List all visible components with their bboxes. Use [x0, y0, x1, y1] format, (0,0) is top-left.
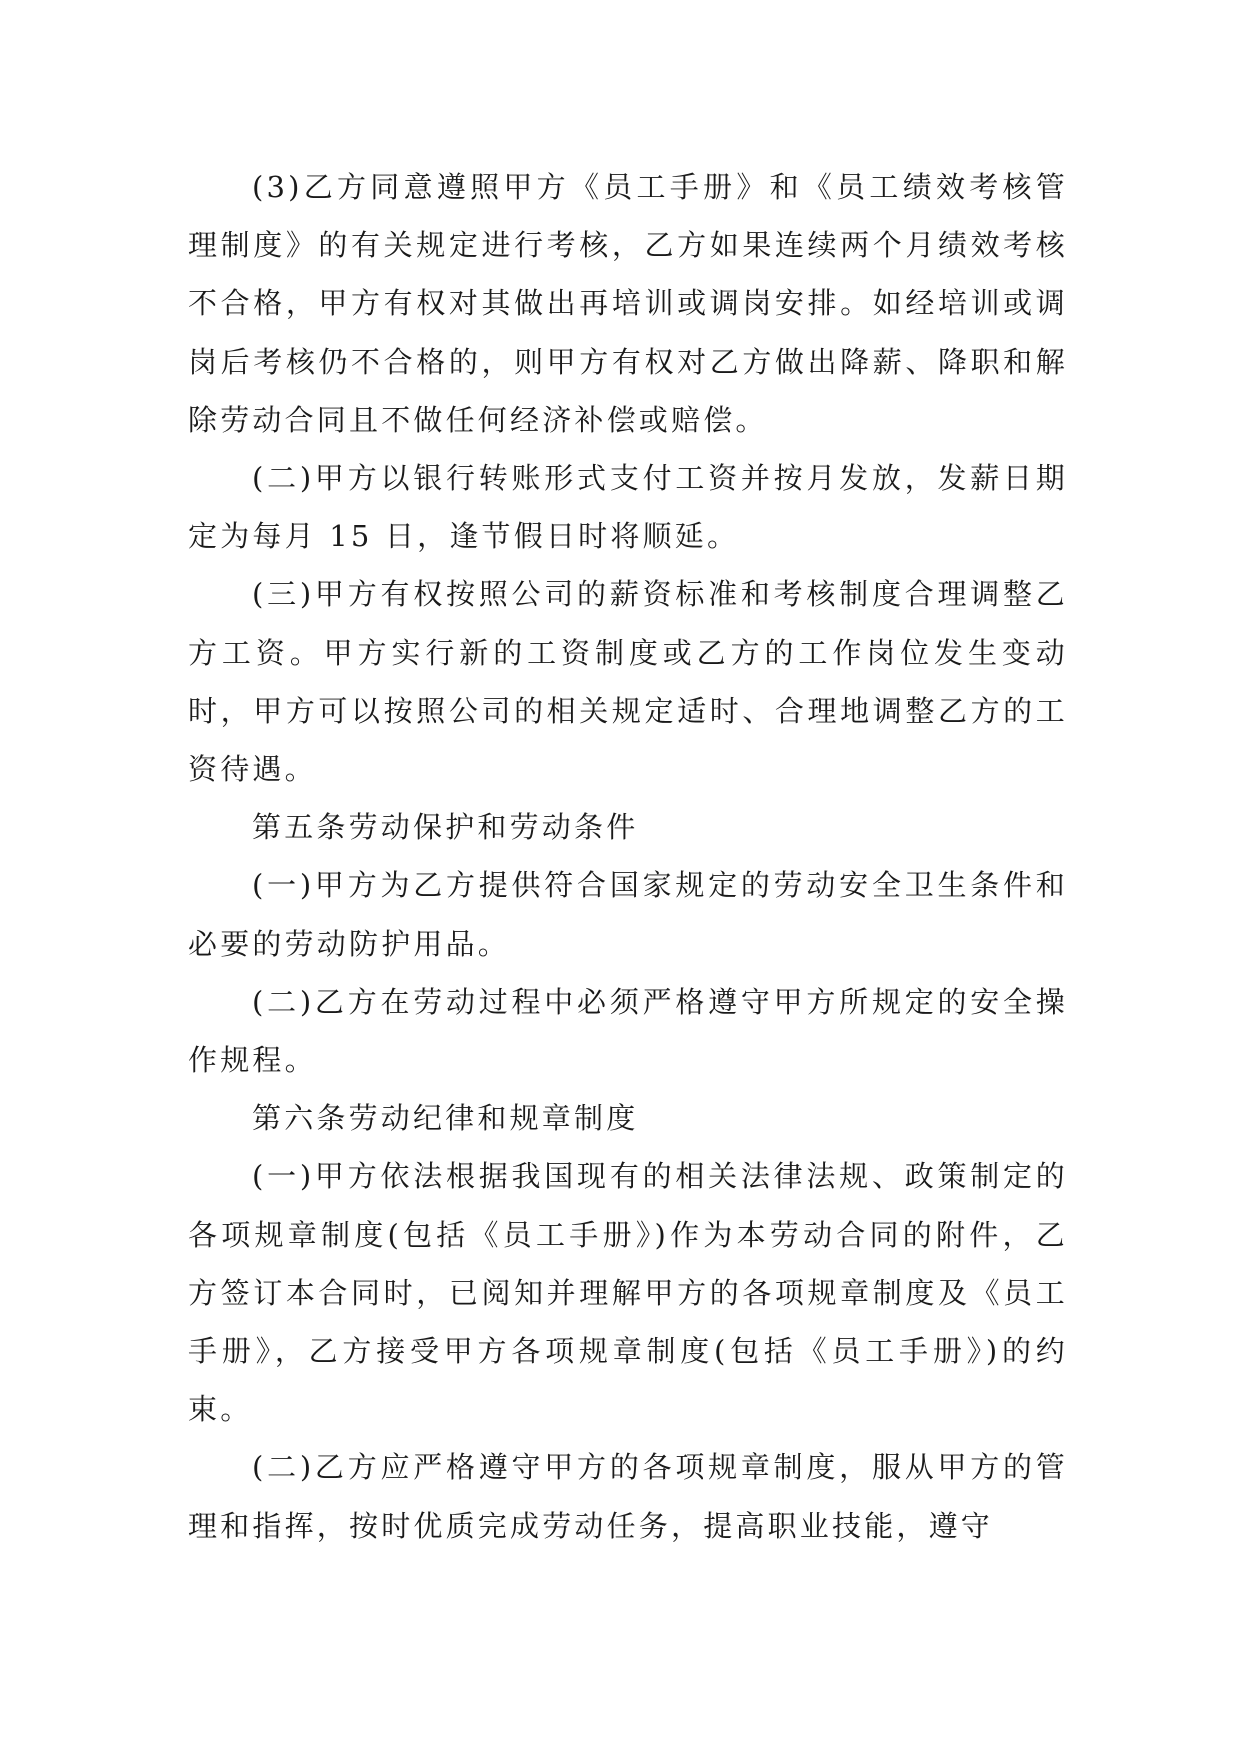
paragraph-rules-handbook: (一)甲方依法根据我国现有的相关法律法规、政策制定的各项规章制度(包括《员工手册》)作为本劳动合同的附件，乙方签订本合同时，已阅知并理解甲方的各项规章制度及《员工手册》，乙方接受甲方各项规章制度(包括《员工手册》)的约束。	[188, 1159, 1068, 1427]
paragraph-assessment: (3)乙方同意遵照甲方《员工手册》和《员工绩效考核管理制度》的有关规定进行考核，乙方如果连续两个月绩效考核不合格，甲方有权对其做出再培训或调岗安排。如经培训或调岗后考核仍不合格的，则甲方有权对乙方做出降薪、降职和解除劳动合同且不做任何经济补偿或赔偿。	[188, 170, 1068, 437]
paragraph-safety-conditions: (一)甲方为乙方提供符合国家规定的劳动安全卫生条件和必要的劳动防护用品。	[188, 868, 1068, 961]
paragraph-salary-adjustment: (三)甲方有权按照公司的薪资标准和考核制度合理调整乙方工资。甲方实行新的工资制度或乙方的工作岗位发生变动时，甲方可以按照公司的相关规定适时、合理地调整乙方的工资待遇。	[188, 577, 1068, 787]
paragraph-safety-rules: (二)乙方在劳动过程中必须严格遵守甲方所规定的安全操作规程。	[188, 984, 1068, 1078]
article-6-heading: 第六条劳动纪律和规章制度	[252, 1101, 639, 1136]
paragraph-obey-rules: (二)乙方应严格遵守甲方的各项规章制度，服从甲方的管理和指挥，按时优质完成劳动任务，提高职业技能，遵守	[188, 1450, 1068, 1543]
document-body	[188, 158, 1068, 1555]
paragraph-salary-payment: (二)甲方以银行转账形式支付工资并按月发放，发薪日期定为每月 15 日，逢节假日时将顺延。	[188, 461, 1068, 554]
article-5-heading: 第五条劳动保护和劳动条件	[252, 810, 639, 845]
